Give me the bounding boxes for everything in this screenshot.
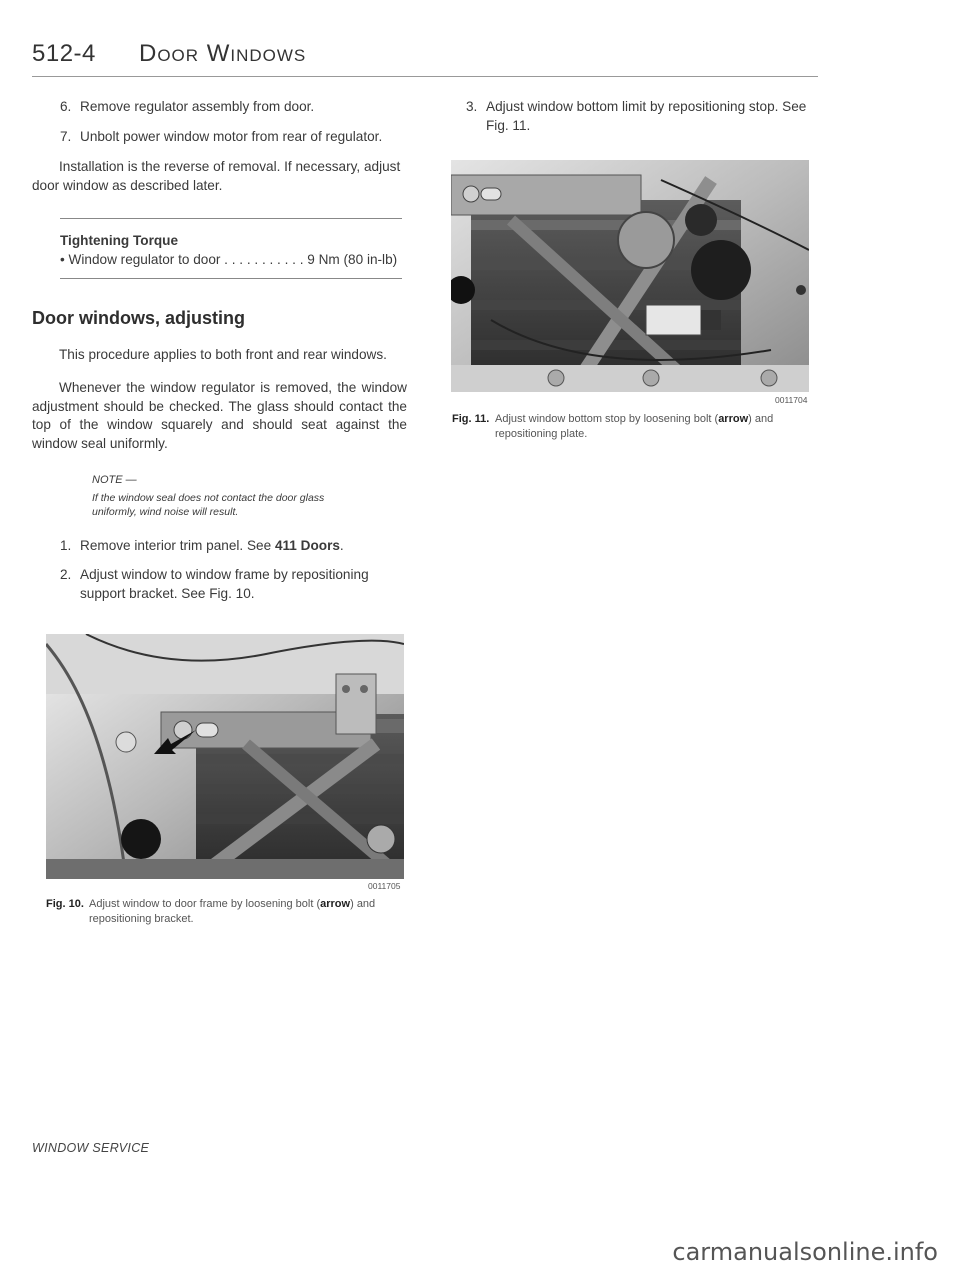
page-number: 512-4 — [32, 40, 96, 67]
step-1: 1. Remove interior trim panel. See 411 Doors. — [60, 538, 344, 553]
step-7: 7. Unbolt power window motor from rear of regulator. — [60, 129, 383, 144]
fig-10-photo — [46, 634, 404, 879]
section-title: Door Windows — [139, 40, 307, 67]
header-rule — [32, 76, 818, 77]
footer-section-label: WINDOW SERVICE — [32, 1141, 150, 1155]
paragraph-1: This procedure applies to both front and rear windows. — [59, 347, 387, 362]
note-text: If the window seal does not contact the door glass uniformly, wind noise will result. — [92, 492, 325, 518]
step-2: 2. Adjust window to window frame by repositioning support bracket. See Fig. 10. — [60, 567, 369, 601]
note-label: NOTE — — [92, 474, 137, 486]
section-heading: Door windows, adjusting — [32, 308, 245, 328]
fig-11-caption: Fig. 11. Adjust window bottom stop by loosening bolt (arrow) and repositioning plate. — [452, 413, 774, 440]
paragraph-2: Whenever the window regulator is removed, the window adjustment should be checked. The glass should contact the top of the window squarely and should seat against the window seal uniformly. — [32, 380, 407, 451]
installation-paragraph: Installation is the reverse of removal. If necessary, adjust door window as described later. — [32, 159, 401, 193]
fig-11-photo — [451, 160, 809, 392]
step-6: 6. Remove regulator assembly from door. — [60, 99, 315, 114]
doors-reference: 411 Doors — [274, 538, 340, 553]
torque-bottom-rule — [60, 278, 402, 279]
torque-title: Tightening Torque — [60, 233, 179, 248]
fig-10-id: 0011705 — [368, 881, 401, 891]
fig-11-id: 0011704 — [775, 395, 808, 405]
fig-10-caption: Fig. 10. Adjust window to door frame by loosening bolt (arrow) and repositioning bracket. — [46, 898, 376, 925]
watermark: carmanualsonline.info — [672, 1238, 938, 1266]
step-3: 3. Adjust window bottom limit by repositioning stop. See Fig. 11. — [466, 99, 807, 133]
torque-top-rule — [60, 218, 402, 219]
torque-spec: • Window regulator to door . . . . . . . . . . . 9 Nm (80 in-lb) — [60, 252, 398, 267]
